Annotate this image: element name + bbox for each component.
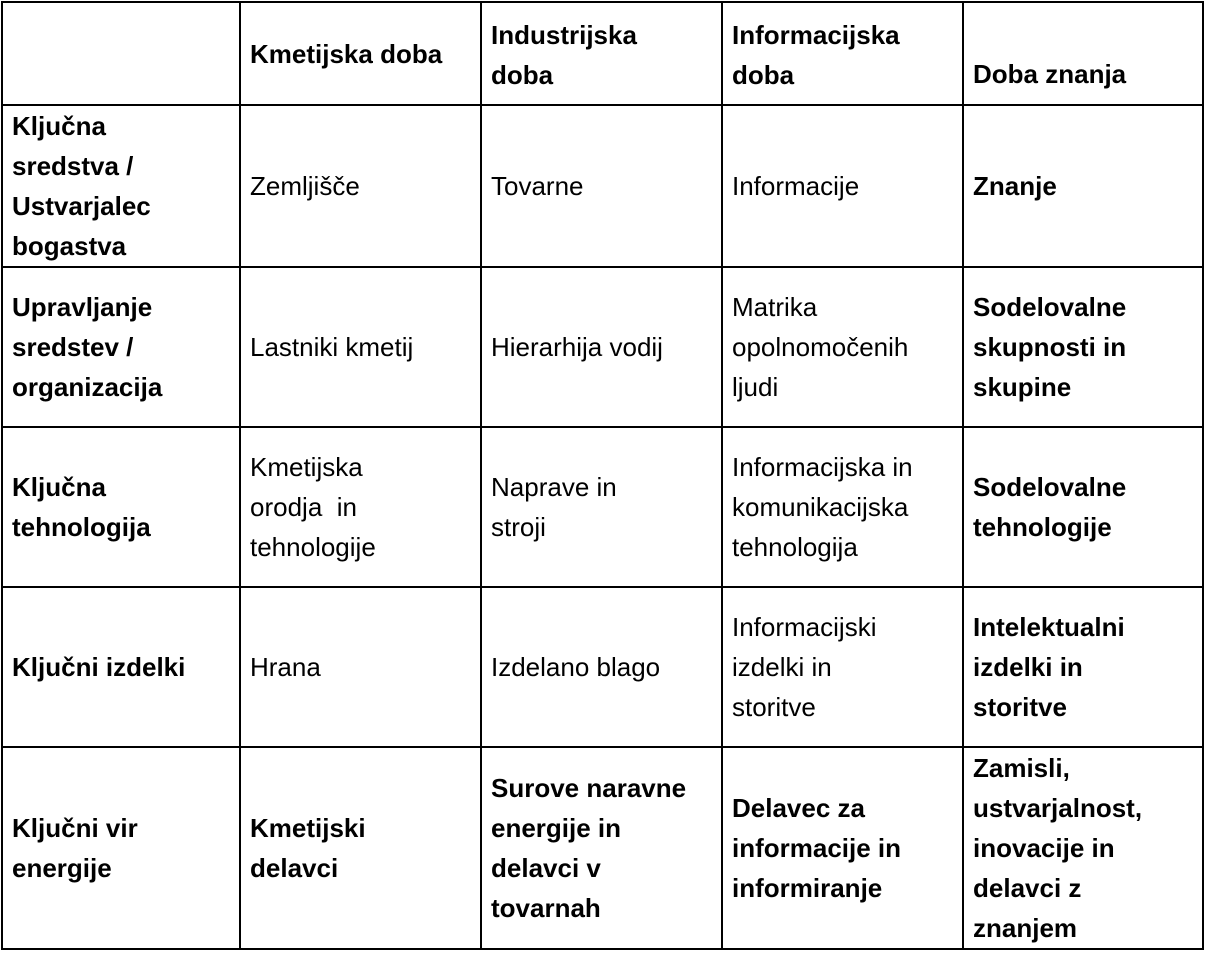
header-industrial-age: Industrijska doba <box>481 2 722 105</box>
header-knowledge-age: Doba znanja <box>963 2 1203 105</box>
table-row <box>2 427 1203 587</box>
header-row <box>2 2 1203 105</box>
row-label-key-assets: Ključna sredstva / Ustvarjalec bogastva <box>2 105 240 267</box>
cell-information: Informacijska in komunikacijska tehnologija <box>722 427 963 587</box>
cell-agricultural: Hrana <box>240 587 481 747</box>
cell-agricultural: Lastniki kmetij <box>240 267 481 427</box>
row-label-key-energy-source: Ključni vir energije <box>2 747 240 949</box>
header-information-age: Informacijska doba <box>722 2 963 105</box>
cell-knowledge: Znanje <box>963 105 1203 267</box>
cell-information: Matrika opolnomočenih ljudi <box>722 267 963 427</box>
row-label-key-technology: Ključna tehnologija <box>2 427 240 587</box>
cell-information: Informacije <box>722 105 963 267</box>
cell-knowledge: Sodelovalne tehnologije <box>963 427 1203 587</box>
row-label-asset-management: Upravljanje sredstev / organizacija <box>2 267 240 427</box>
cell-agricultural: Kmetijska orodja in tehnologije <box>240 427 481 587</box>
table-row <box>2 747 1203 949</box>
cell-knowledge: Intelektualni izdelki in storitve <box>963 587 1203 747</box>
row-label-key-products: Ključni izdelki <box>2 587 240 747</box>
cell-knowledge: Zamisli, ustvarjalnost, inovacije in delavci z znanjem <box>963 747 1203 949</box>
cell-agricultural: Kmetijski delavci <box>240 747 481 949</box>
cell-industrial: Tovarne <box>481 105 722 267</box>
cell-industrial: Izdelano blago <box>481 587 722 747</box>
cell-industrial: Surove naravne energije in delavci v tovarnah <box>481 747 722 949</box>
header-corner-cell <box>2 2 240 105</box>
cell-industrial: Hierarhija vodij <box>481 267 722 427</box>
header-agricultural-age: Kmetijska doba <box>240 2 481 105</box>
comparison-table <box>1 1 1204 950</box>
cell-information: Delavec za informacije in informiranje <box>722 747 963 949</box>
cell-industrial: Naprave in stroji <box>481 427 722 587</box>
cell-agricultural: Zemljišče <box>240 105 481 267</box>
table-row <box>2 267 1203 427</box>
cell-information: Informacijski izdelki in storitve <box>722 587 963 747</box>
table-row <box>2 587 1203 747</box>
table-row <box>2 105 1203 267</box>
cell-knowledge: Sodelovalne skupnosti in skupine <box>963 267 1203 427</box>
